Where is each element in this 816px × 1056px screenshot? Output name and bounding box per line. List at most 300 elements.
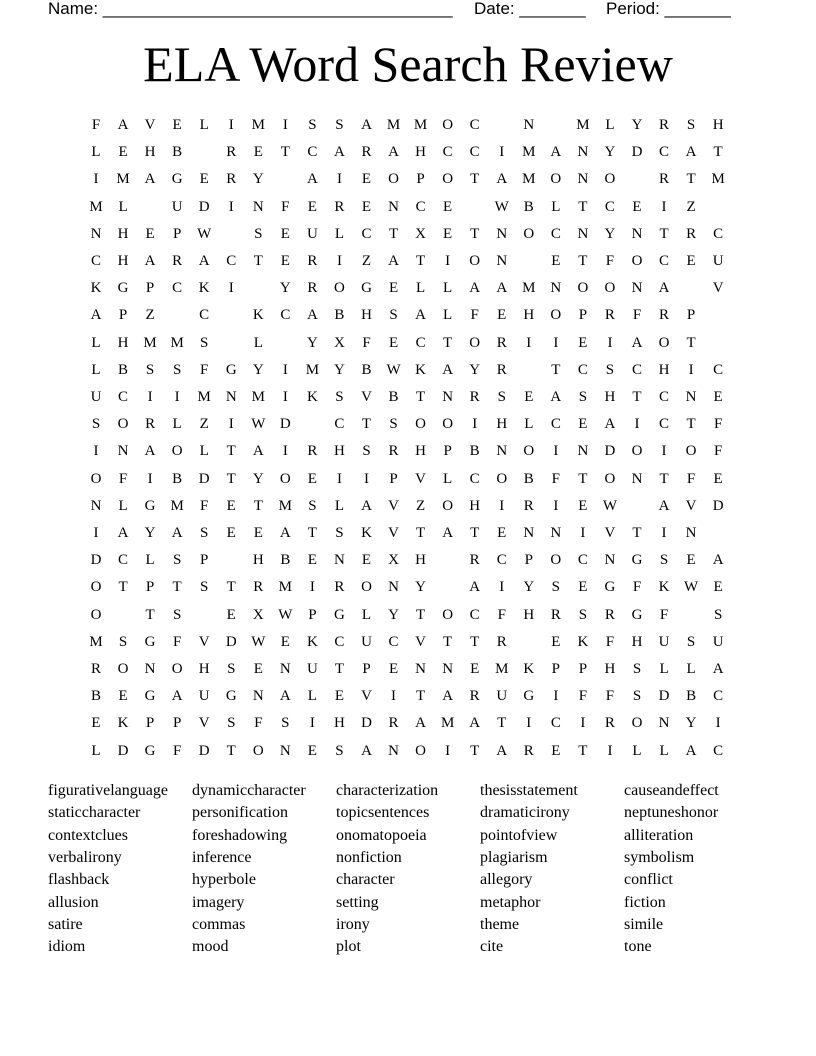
grid-letter[interactable]: N — [604, 552, 616, 569]
grid-letter[interactable]: U — [658, 633, 670, 650]
grid-letter[interactable]: A — [361, 117, 372, 133]
grid-letter[interactable]: L — [361, 606, 372, 623]
grid-letter[interactable]: O — [685, 443, 697, 460]
grid-letter[interactable]: E — [578, 579, 588, 596]
grid-letter[interactable]: A — [442, 361, 454, 378]
grid-letter[interactable]: L — [443, 280, 453, 297]
period-field[interactable]: Period: _______ — [606, 0, 731, 18]
grid-letter[interactable]: X — [334, 334, 345, 351]
grid-letter[interactable]: I — [634, 416, 640, 433]
grid-letter[interactable]: S — [200, 579, 209, 596]
grid-letter[interactable]: R — [226, 171, 237, 188]
grid-letter[interactable]: O — [442, 416, 454, 433]
grid-letter[interactable]: N — [658, 715, 670, 732]
grid-letter[interactable]: L — [91, 334, 101, 351]
grid-letter[interactable]: U — [496, 688, 508, 705]
grid-letter[interactable]: K — [306, 389, 318, 405]
grid-letter[interactable]: E — [253, 661, 263, 677]
grid-letter[interactable]: N — [388, 579, 399, 596]
grid-letter[interactable]: D — [198, 198, 210, 215]
grid-letter[interactable]: L — [307, 688, 317, 705]
grid-letter[interactable]: M — [413, 117, 428, 133]
grid-letter[interactable]: F — [605, 253, 615, 269]
grid-letter[interactable]: M — [522, 144, 536, 161]
grid-letter[interactable]: W — [602, 497, 618, 514]
grid-letter[interactable]: I — [580, 715, 586, 732]
grid-letter[interactable]: F — [551, 470, 561, 487]
grid-letter[interactable]: G — [144, 497, 156, 514]
grid-letter[interactable]: T — [253, 497, 263, 514]
grid-letter[interactable]: A — [361, 497, 372, 514]
grid-letter[interactable]: O — [631, 443, 643, 460]
grid-letter[interactable]: I — [228, 280, 234, 297]
grid-letter[interactable]: A — [144, 443, 156, 460]
grid-letter[interactable]: K — [117, 715, 129, 732]
grid-letter[interactable]: V — [388, 497, 399, 514]
grid-letter[interactable]: A — [469, 579, 481, 596]
grid-letter[interactable]: A — [550, 144, 562, 161]
grid-letter[interactable]: T — [578, 742, 588, 759]
grid-letter[interactable]: A — [631, 334, 643, 351]
grid-letter[interactable]: G — [117, 280, 129, 297]
grid-letter[interactable]: M — [89, 633, 103, 650]
grid-letter[interactable]: R — [604, 715, 615, 732]
grid-letter[interactable]: Z — [361, 253, 372, 269]
grid-letter[interactable]: Y — [604, 144, 616, 161]
grid-letter[interactable]: C — [334, 416, 345, 433]
grid-letter[interactable]: O — [171, 443, 183, 460]
grid-letter[interactable]: B — [172, 470, 183, 487]
grid-letter[interactable]: I — [93, 525, 99, 541]
grid-letter[interactable]: A — [496, 171, 508, 188]
grid-letter[interactable]: H — [415, 552, 427, 569]
grid-letter[interactable]: O — [171, 661, 183, 677]
grid-letter[interactable]: S — [335, 525, 344, 541]
grid-letter[interactable]: L — [172, 416, 182, 433]
grid-letter[interactable]: N — [334, 552, 345, 569]
grid-letter[interactable]: I — [553, 497, 559, 514]
grid-letter[interactable]: F — [632, 307, 642, 324]
grid-letter[interactable]: E — [578, 334, 588, 351]
grid-letter[interactable]: A — [252, 443, 264, 460]
grid-letter[interactable]: I — [553, 334, 559, 351]
grid-letter[interactable]: N — [388, 198, 399, 215]
grid-letter[interactable]: S — [632, 688, 642, 705]
grid-letter[interactable]: A — [496, 742, 508, 759]
grid-letter[interactable]: S — [145, 361, 155, 378]
grid-letter[interactable]: R — [307, 280, 318, 297]
grid-letter[interactable]: Z — [145, 307, 155, 324]
grid-letter[interactable]: G — [334, 606, 345, 623]
grid-letter[interactable]: R — [334, 198, 345, 215]
grid-letter[interactable]: I — [364, 470, 369, 487]
grid-letter[interactable]: N — [90, 497, 102, 514]
grid-letter[interactable]: I — [499, 497, 505, 514]
grid-letter[interactable]: D — [658, 688, 670, 705]
grid-letter[interactable]: E — [388, 280, 399, 297]
grid-letter[interactable]: V — [198, 715, 210, 732]
grid-letter[interactable]: F — [713, 443, 723, 460]
grid-letter[interactable]: A — [469, 715, 481, 732]
grid-letter[interactable]: M — [305, 361, 320, 378]
grid-letter[interactable]: P — [362, 661, 371, 677]
grid-letter[interactable]: E — [253, 144, 263, 161]
grid-letter[interactable]: E — [497, 307, 507, 324]
grid-letter[interactable]: L — [659, 742, 669, 759]
grid-letter[interactable]: A — [442, 688, 454, 705]
grid-letter[interactable]: N — [523, 525, 535, 541]
grid-letter[interactable]: D — [279, 416, 291, 433]
grid-letter[interactable]: E — [226, 606, 236, 623]
grid-letter[interactable]: S — [335, 742, 344, 759]
grid-letter[interactable]: E — [632, 198, 642, 215]
grid-letter[interactable]: L — [91, 742, 101, 759]
grid-letter[interactable]: Y — [631, 117, 643, 133]
grid-letter[interactable]: E — [686, 253, 696, 269]
grid-letter[interactable]: T — [226, 742, 236, 759]
grid-letter[interactable]: S — [227, 661, 236, 677]
grid-letter[interactable]: A — [171, 688, 183, 705]
grid-letter[interactable]: N — [442, 661, 454, 677]
grid-letter[interactable]: T — [145, 606, 155, 623]
grid-letter[interactable]: B — [361, 361, 372, 378]
grid-letter[interactable]: K — [415, 361, 427, 378]
grid-letter[interactable]: E — [307, 742, 317, 759]
grid-letter[interactable]: P — [118, 307, 128, 324]
grid-letter[interactable]: C — [631, 361, 642, 378]
grid-letter[interactable]: T — [416, 253, 426, 269]
grid-letter[interactable]: F — [713, 416, 723, 433]
grid-letter[interactable]: U — [306, 661, 318, 677]
grid-letter[interactable]: L — [443, 470, 453, 487]
grid-letter[interactable]: F — [200, 497, 209, 514]
grid-letter[interactable]: I — [445, 253, 451, 269]
grid-letter[interactable]: V — [388, 525, 399, 541]
grid-letter[interactable]: E — [361, 171, 372, 188]
grid-letter[interactable]: A — [117, 525, 129, 541]
grid-letter[interactable]: N — [90, 225, 102, 242]
grid-letter[interactable]: G — [171, 171, 183, 188]
grid-letter[interactable]: N — [631, 225, 643, 242]
grid-letter[interactable]: E — [551, 742, 561, 759]
grid-letter[interactable]: F — [497, 606, 506, 623]
grid-letter[interactable]: E — [253, 525, 263, 541]
grid-letter[interactable]: K — [306, 633, 318, 650]
grid-letter[interactable]: P — [443, 443, 452, 460]
grid-letter[interactable]: I — [499, 144, 505, 161]
grid-letter[interactable]: M — [251, 389, 265, 405]
grid-letter[interactable]: L — [118, 198, 128, 215]
grid-letter[interactable]: T — [334, 661, 345, 677]
grid-letter[interactable]: U — [712, 633, 724, 650]
grid-letter[interactable]: E — [145, 225, 155, 242]
grid-letter[interactable]: Z — [416, 497, 426, 514]
grid-letter[interactable]: F — [659, 606, 669, 623]
grid-letter[interactable]: G — [361, 280, 372, 297]
grid-letter[interactable]: O — [415, 416, 427, 433]
grid-letter[interactable]: O — [550, 307, 562, 324]
grid-letter[interactable]: U — [361, 633, 372, 650]
grid-letter[interactable]: Y — [604, 225, 616, 242]
grid-letter[interactable]: N — [388, 742, 399, 759]
grid-letter[interactable]: L — [443, 307, 453, 324]
grid-letter[interactable]: O — [604, 470, 616, 487]
grid-letter[interactable]: F — [200, 361, 209, 378]
grid-letter[interactable]: A — [361, 742, 372, 759]
grid-letter[interactable]: H — [415, 443, 427, 460]
grid-letter[interactable]: P — [200, 552, 209, 569]
grid-letter[interactable]: B — [686, 688, 697, 705]
grid-letter[interactable]: A — [496, 280, 508, 297]
grid-letter[interactable]: S — [281, 715, 290, 732]
grid-letter[interactable]: P — [145, 280, 155, 297]
grid-letter[interactable]: I — [445, 742, 451, 759]
grid-letter[interactable]: T — [686, 171, 696, 188]
grid-letter[interactable]: O — [442, 117, 454, 133]
grid-letter[interactable]: R — [90, 661, 101, 677]
grid-letter[interactable]: P — [686, 307, 696, 324]
grid-letter[interactable]: C — [442, 144, 453, 161]
grid-letter[interactable]: T — [578, 253, 588, 269]
grid-letter[interactable]: L — [199, 117, 209, 133]
grid-letter[interactable]: E — [307, 552, 317, 569]
grid-letter[interactable]: G — [225, 361, 237, 378]
grid-letter[interactable]: L — [145, 552, 155, 569]
grid-letter[interactable]: O — [469, 334, 481, 351]
grid-letter[interactable]: F — [281, 198, 290, 215]
grid-letter[interactable]: L — [91, 144, 101, 161]
grid-letter[interactable]: R — [388, 443, 399, 460]
grid-letter[interactable]: I — [499, 579, 505, 596]
grid-letter[interactable]: F — [118, 470, 128, 487]
grid-letter[interactable]: E — [280, 225, 290, 242]
grid-letter[interactable]: E — [686, 552, 696, 569]
grid-letter[interactable]: H — [523, 307, 535, 324]
grid-letter[interactable]: V — [198, 633, 210, 650]
grid-letter[interactable]: E — [443, 225, 453, 242]
grid-letter[interactable]: S — [497, 389, 506, 405]
grid-letter[interactable]: F — [91, 117, 101, 133]
grid-letter[interactable]: W — [278, 606, 293, 623]
grid-letter[interactable]: F — [362, 334, 371, 351]
grid-letter[interactable]: R — [659, 171, 670, 188]
grid-letter[interactable]: V — [712, 280, 724, 297]
grid-letter[interactable]: A — [415, 307, 427, 324]
grid-letter[interactable]: K — [658, 579, 670, 596]
grid-letter[interactable]: O — [604, 171, 616, 188]
grid-letter[interactable]: H — [334, 715, 345, 732]
grid-letter[interactable]: T — [470, 633, 480, 650]
grid-letter[interactable]: U — [198, 688, 210, 705]
grid-letter[interactable]: X — [388, 552, 399, 569]
grid-letter[interactable]: L — [416, 280, 426, 297]
grid-letter[interactable]: U — [171, 198, 183, 215]
grid-letter[interactable]: W — [251, 633, 266, 650]
grid-letter[interactable]: K — [361, 525, 372, 541]
grid-letter[interactable]: N — [144, 661, 156, 677]
grid-letter[interactable]: Y — [469, 361, 481, 378]
grid-letter[interactable]: T — [416, 688, 426, 705]
grid-letter[interactable]: G — [144, 633, 156, 650]
grid-letter[interactable]: R — [469, 389, 480, 405]
grid-letter[interactable]: O — [442, 606, 454, 623]
grid-letter[interactable]: I — [661, 525, 667, 541]
grid-letter[interactable]: T — [470, 171, 480, 188]
grid-letter[interactable]: N — [631, 470, 643, 487]
grid-letter[interactable]: C — [415, 334, 426, 351]
grid-letter[interactable]: L — [334, 497, 345, 514]
grid-letter[interactable]: E — [524, 389, 534, 405]
grid-letter[interactable]: F — [686, 470, 696, 487]
grid-letter[interactable]: R — [469, 552, 480, 569]
grid-letter[interactable]: T — [713, 144, 723, 161]
grid-letter[interactable]: M — [711, 171, 725, 188]
grid-letter[interactable]: T — [226, 443, 236, 460]
grid-letter[interactable]: I — [336, 171, 342, 188]
grid-letter[interactable]: A — [658, 497, 670, 514]
grid-letter[interactable]: C — [659, 253, 670, 269]
grid-letter[interactable]: N — [523, 117, 535, 133]
grid-letter[interactable]: N — [252, 688, 264, 705]
grid-letter[interactable]: I — [391, 688, 397, 705]
grid-letter[interactable]: T — [470, 225, 480, 242]
grid-letter[interactable]: O — [117, 416, 129, 433]
grid-letter[interactable]: E — [361, 198, 372, 215]
grid-letter[interactable]: U — [712, 253, 724, 269]
grid-letter[interactable]: G — [225, 688, 237, 705]
grid-letter[interactable]: M — [440, 715, 455, 732]
grid-letter[interactable]: C — [577, 361, 588, 378]
grid-letter[interactable]: C — [388, 633, 399, 650]
grid-letter[interactable]: Z — [199, 416, 209, 433]
grid-letter[interactable]: L — [91, 361, 101, 378]
grid-letter[interactable]: A — [388, 144, 399, 161]
grid-letter[interactable]: M — [116, 171, 130, 188]
grid-letter[interactable]: Y — [415, 579, 427, 596]
grid-letter[interactable]: R — [604, 307, 615, 324]
grid-letter[interactable]: R — [172, 253, 183, 269]
grid-letter[interactable]: H — [658, 361, 670, 378]
grid-letter[interactable]: C — [334, 633, 345, 650]
grid-letter[interactable]: I — [607, 742, 613, 759]
grid-letter[interactable]: T — [388, 225, 399, 242]
grid-letter[interactable]: N — [415, 661, 427, 677]
grid-letter[interactable]: D — [225, 633, 237, 650]
grid-letter[interactable]: D — [361, 715, 372, 732]
grid-letter[interactable]: O — [90, 470, 102, 487]
grid-letter[interactable]: G — [604, 579, 616, 596]
grid-letter[interactable]: M — [386, 117, 401, 133]
grid-letter[interactable]: A — [712, 552, 724, 569]
grid-letter[interactable]: E — [307, 198, 317, 215]
grid-letter[interactable]: H — [631, 633, 643, 650]
grid-letter[interactable]: P — [145, 579, 155, 596]
grid-letter[interactable]: R — [307, 253, 318, 269]
grid-letter[interactable]: E — [199, 171, 209, 188]
grid-letter[interactable]: D — [631, 144, 643, 161]
grid-letter[interactable]: Y — [252, 361, 264, 378]
grid-letter[interactable]: S — [335, 117, 344, 133]
grid-letter[interactable]: R — [659, 117, 670, 133]
grid-letter[interactable]: R — [496, 334, 507, 351]
grid-letter[interactable]: T — [659, 225, 669, 242]
grid-letter[interactable]: O — [252, 742, 264, 759]
grid-letter[interactable]: F — [605, 633, 615, 650]
grid-letter[interactable]: N — [496, 443, 508, 460]
grid-letter[interactable]: C — [713, 225, 724, 242]
grid-letter[interactable]: S — [308, 497, 317, 514]
grid-letter[interactable]: H — [198, 661, 210, 677]
grid-letter[interactable]: A — [469, 280, 481, 297]
grid-letter[interactable]: G — [631, 606, 643, 623]
grid-letter[interactable]: I — [607, 334, 613, 351]
grid-letter[interactable]: R — [686, 225, 697, 242]
grid-letter[interactable]: X — [415, 225, 427, 242]
grid-letter[interactable]: Y — [252, 171, 264, 188]
grid-letter[interactable]: S — [686, 117, 696, 133]
grid-letter[interactable]: P — [524, 552, 533, 569]
grid-letter[interactable]: R — [361, 144, 372, 161]
grid-letter[interactable]: S — [578, 389, 588, 405]
grid-letter[interactable]: R — [145, 416, 156, 433]
grid-letter[interactable]: T — [578, 470, 588, 487]
grid-letter[interactable]: T — [686, 416, 696, 433]
grid-letter[interactable]: C — [118, 389, 129, 405]
grid-letter[interactable]: O — [631, 253, 643, 269]
grid-letter[interactable]: T — [416, 525, 426, 541]
grid-letter[interactable]: I — [553, 688, 559, 705]
grid-letter[interactable]: F — [470, 307, 479, 324]
grid-letter[interactable]: B — [469, 443, 480, 460]
grid-letter[interactable]: C — [280, 307, 291, 324]
grid-letter[interactable]: S — [200, 525, 209, 541]
grid-letter[interactable]: W — [494, 198, 509, 215]
grid-letter[interactable]: L — [199, 443, 209, 460]
grid-letter[interactable]: S — [551, 579, 561, 596]
grid-letter[interactable]: M — [143, 334, 157, 351]
grid-letter[interactable]: F — [632, 579, 642, 596]
grid-letter[interactable]: H — [144, 144, 156, 161]
grid-letter[interactable]: A — [550, 389, 562, 405]
grid-letter[interactable]: O — [469, 253, 481, 269]
grid-letter[interactable]: V — [685, 497, 697, 514]
grid-letter[interactable]: X — [252, 606, 264, 623]
grid-letter[interactable]: A — [306, 307, 318, 324]
grid-letter[interactable]: H — [712, 117, 724, 133]
grid-letter[interactable]: M — [278, 497, 293, 514]
grid-letter[interactable]: M — [495, 661, 509, 677]
grid-letter[interactable]: Y — [306, 334, 318, 351]
grid-letter[interactable]: O — [550, 171, 562, 188]
grid-letter[interactable]: A — [279, 688, 291, 705]
grid-letter[interactable]: N — [550, 280, 562, 297]
grid-letter[interactable]: O — [442, 497, 454, 514]
grid-letter[interactable]: N — [685, 525, 697, 541]
grid-letter[interactable]: O — [496, 470, 508, 487]
grid-letter[interactable]: O — [388, 171, 399, 188]
grid-letter[interactable]: T — [118, 579, 128, 596]
grid-letter[interactable]: I — [336, 470, 342, 487]
grid-letter[interactable]: R — [253, 579, 264, 596]
grid-letter[interactable]: C — [496, 552, 507, 569]
grid-letter[interactable]: E — [226, 497, 236, 514]
grid-letter[interactable]: H — [117, 334, 129, 351]
grid-letter[interactable]: R — [469, 688, 480, 705]
grid-letter[interactable]: D — [712, 497, 724, 514]
grid-letter[interactable]: D — [198, 742, 210, 759]
grid-letter[interactable]: B — [280, 552, 291, 569]
grid-letter[interactable]: V — [415, 633, 427, 650]
